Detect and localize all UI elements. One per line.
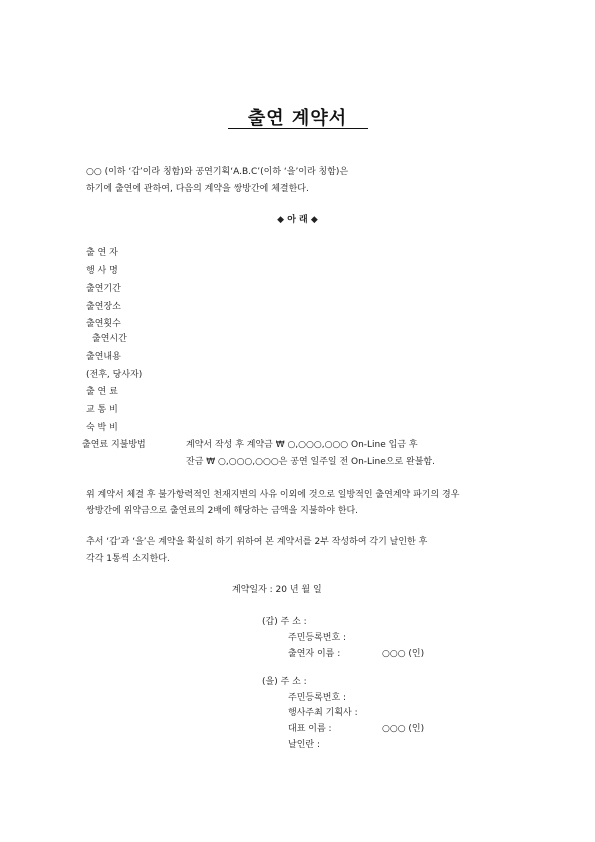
party-b-stamp-field: 날인란 : [288,740,320,750]
field-content: 출연내용 [86,352,121,362]
party-a-address: (갑) 주 소 : [262,617,307,627]
field-time: 출연시간 [92,334,127,344]
clause-1-line-1: 위 계약서 체결 후 불가항력적인 천재지변의 사유 이외에 것으로 일방적인 출연계약 파기의 경우 [86,490,460,500]
party-a-seal: ○○○ (인) [382,649,425,659]
field-transport: 교 통 비 [86,405,118,415]
payment-line-1: 계약서 작성 후 계약금 ₩ ○,○○○,○○○ On-Line 입금 후 [186,440,418,450]
party-b-rep-name: 대표 이름 : [288,724,332,734]
party-b-seal: ○○○ (인) [382,724,425,734]
contract-date: 계약일자 : 20 년 월 일 [232,585,322,595]
party-a-id-number: 주민등록번호 : [288,633,347,643]
party-b-planner: 행사주최 기획사 : [288,708,358,718]
clause-2-line-1: 추서 ‘갑’과 ‘을’은 계약을 확실히 하기 위하여 본 계약서를 2부 작성하여 각기 날인한 후 [86,537,428,547]
party-b-address: (을) 주 소 : [262,677,307,687]
document-title: 출연 계약서 [247,108,348,129]
clause-1-line-2: 쌍방간에 위약금으로 출연료의 2배에 해당하는 금액을 지불하야 한다. [86,506,359,516]
field-fee: 출 연 료 [86,387,118,397]
section-heading: ◆ 아 래 ◆ [277,215,318,225]
intro-line-1: ○○ (이하 ‘갑’이라 칭함)와 공연기획‘A.B.C’(이하 ‘을’이라 칭함)은 [86,167,349,177]
field-period: 출연기간 [86,284,121,294]
field-venue: 출연장소 [86,302,121,312]
intro-line-2: 하기에 출연에 관하여, 다음의 계약을 쌍방간에 체결한다. [86,184,309,194]
field-count: 출연횟수 [86,319,121,329]
field-performer: 출 연 자 [86,248,118,258]
title-underline [228,128,368,129]
field-payment-method: 출연료 지불방법 [82,440,146,450]
clause-2-line-2: 각각 1통씩 소지한다. [86,554,170,564]
payment-line-2: 잔금 ₩ ○,○○○,○○○은 공연 일주일 전 On-Line으로 완불함. [186,457,435,467]
field-lodging: 숙 박 비 [86,423,118,433]
field-content-note: (전후, 당사자) [86,370,143,380]
field-event-name: 행 사 명 [86,266,118,276]
party-b-id-number: 주민등록번호 : [288,693,347,703]
party-a-name: 출연자 이름 : [288,649,341,659]
